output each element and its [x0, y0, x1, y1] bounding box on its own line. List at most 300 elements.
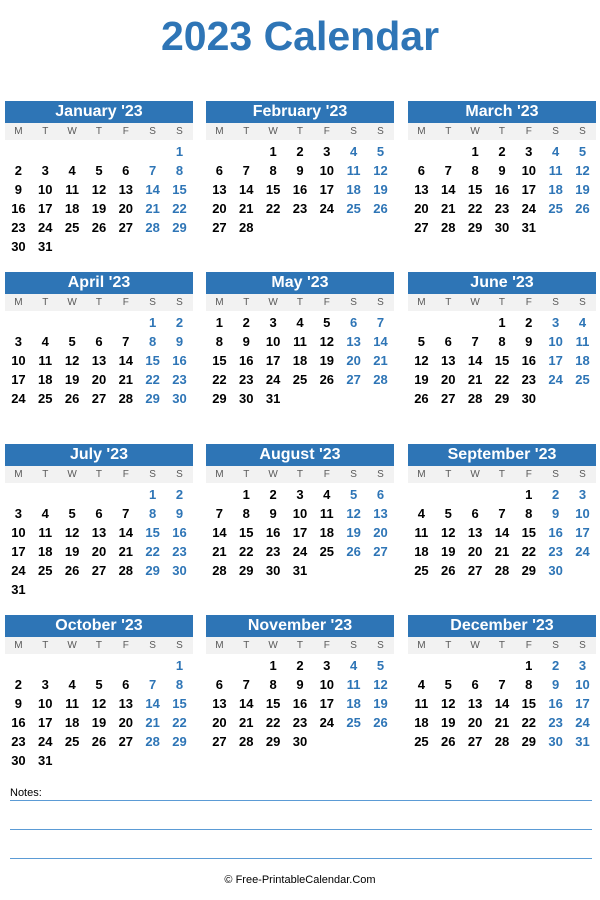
day-cell: 3: [41, 163, 49, 178]
day-cell: 22: [172, 715, 187, 730]
weekday-label: T: [498, 126, 505, 137]
day-cell: 19: [346, 525, 361, 540]
weekday-label: T: [243, 469, 250, 480]
day-cell: 8: [175, 677, 184, 692]
day-cell: 4: [68, 677, 76, 692]
day-grid: [408, 140, 596, 237]
weekday-label: W: [470, 297, 480, 308]
day-cell: 17: [38, 201, 53, 216]
day-cell: 22: [265, 715, 281, 730]
day-cell: 30: [548, 734, 563, 749]
day-cell: 19: [64, 372, 80, 387]
day-cell: 17: [319, 182, 335, 197]
weekday-label: M: [14, 640, 23, 651]
day-cell: 2: [525, 315, 533, 330]
day-cell: 19: [441, 544, 456, 559]
day-cell: 13: [414, 182, 429, 197]
weekday-label: S: [579, 126, 586, 137]
month-block: [408, 101, 596, 237]
day-cell: 10: [319, 677, 335, 692]
day-cell: 17: [265, 353, 281, 368]
weekday-label: W: [470, 640, 480, 651]
day-cell: 25: [346, 201, 361, 216]
day-cell: 27: [118, 220, 134, 235]
day-cell: 20: [212, 201, 227, 216]
weekday-label: S: [377, 469, 384, 480]
day-cell: 21: [467, 372, 483, 387]
day-cell: 17: [292, 525, 308, 540]
day-cell: 23: [11, 734, 26, 749]
weekday-label: T: [243, 297, 250, 308]
day-cell: 31: [292, 563, 308, 578]
weekday-label: W: [67, 469, 77, 480]
weekday-label: F: [122, 126, 129, 137]
day-cell: 16: [292, 696, 308, 711]
day-cell: 29: [494, 391, 510, 406]
day-cell: 7: [444, 163, 452, 178]
day-grid: [5, 483, 193, 599]
day-cell: 30: [239, 391, 254, 406]
day-cell: 12: [575, 163, 590, 178]
day-cell: 19: [414, 372, 429, 387]
day-cell: 29: [467, 220, 483, 235]
day-cell: 12: [414, 353, 429, 368]
day-cell: 21: [441, 201, 456, 216]
empty-cell: [139, 656, 166, 675]
day-cell: 19: [91, 201, 107, 216]
day-cell: 6: [215, 677, 224, 692]
empty-cell: [86, 656, 113, 675]
day-cell: 8: [215, 334, 224, 349]
day-cell: 15: [521, 525, 537, 540]
day-cell: 14: [118, 353, 134, 368]
day-cell: 25: [548, 201, 563, 216]
day-cell: 17: [575, 525, 590, 540]
day-cell: 16: [265, 525, 281, 540]
day-cell: 11: [414, 525, 429, 540]
day-cell: 2: [296, 144, 304, 159]
weekday-label: M: [215, 297, 224, 308]
weekday-label: T: [296, 126, 303, 137]
day-cell: 15: [172, 696, 187, 711]
day-cell: 26: [346, 544, 361, 559]
weekday-label: S: [176, 469, 183, 480]
notes-line: [10, 858, 592, 859]
day-grid: [5, 311, 193, 408]
day-cell: 7: [376, 315, 385, 330]
empty-cell: [32, 656, 59, 675]
day-cell: 2: [552, 487, 560, 502]
day-cell: 4: [417, 506, 426, 521]
weekday-label: W: [67, 640, 77, 651]
empty-cell: [32, 485, 59, 504]
day-cell: 8: [471, 163, 479, 178]
day-cell: 15: [172, 182, 187, 197]
weekday-label: M: [14, 469, 23, 480]
weekday-label: T: [95, 126, 102, 137]
day-cell: 26: [414, 391, 429, 406]
day-cell: 14: [239, 182, 254, 197]
day-cell: 30: [292, 734, 308, 749]
day-cell: 22: [521, 544, 537, 559]
day-cell: 13: [441, 353, 456, 368]
day-cell: 9: [525, 334, 533, 349]
day-cell: 7: [122, 334, 130, 349]
day-cell: 7: [149, 163, 157, 178]
day-cell: 1: [242, 487, 250, 502]
day-cell: 15: [521, 696, 537, 711]
day-cell: 20: [346, 353, 361, 368]
day-cell: 1: [149, 315, 157, 330]
month-title: March '23: [408, 101, 596, 123]
empty-cell: [489, 656, 516, 675]
weekday-label: W: [268, 297, 278, 308]
day-cell: 27: [373, 544, 388, 559]
empty-cell: [233, 142, 260, 161]
day-cell: 21: [145, 715, 160, 730]
day-cell: 29: [172, 734, 187, 749]
day-cell: 12: [346, 506, 361, 521]
day-cell: 21: [239, 201, 254, 216]
weekday-label: S: [350, 297, 357, 308]
weekday-label: S: [176, 640, 183, 651]
day-cell: 17: [38, 715, 53, 730]
weekday-label: T: [445, 469, 452, 480]
day-cell: 15: [265, 182, 281, 197]
day-cell: 6: [122, 163, 130, 178]
weekday-label: S: [149, 640, 156, 651]
day-cell: 20: [118, 201, 134, 216]
day-cell: 17: [575, 696, 590, 711]
day-cell: 21: [373, 353, 388, 368]
day-cell: 20: [467, 544, 483, 559]
day-cell: 8: [498, 334, 506, 349]
day-cell: 11: [65, 696, 79, 711]
day-cell: 10: [11, 525, 26, 540]
day-cell: 23: [239, 372, 254, 387]
day-cell: 2: [175, 487, 184, 502]
empty-cell: [462, 485, 489, 504]
day-cell: 27: [91, 563, 107, 578]
day-cell: 2: [242, 315, 250, 330]
day-cell: 11: [575, 334, 590, 349]
day-cell: 23: [172, 372, 187, 387]
day-cell: 10: [265, 334, 281, 349]
day-cell: 30: [172, 391, 187, 406]
day-cell: 16: [548, 696, 563, 711]
weekday-label: F: [525, 297, 532, 308]
weekday-label: T: [296, 297, 303, 308]
empty-cell: [435, 313, 462, 332]
day-cell: 8: [525, 677, 533, 692]
weekday-label: S: [176, 297, 183, 308]
weekday-label: M: [417, 297, 426, 308]
day-cell: 8: [525, 506, 533, 521]
day-cell: 2: [552, 658, 560, 673]
day-cell: 1: [175, 144, 184, 159]
day-cell: 20: [414, 201, 429, 216]
day-cell: 15: [265, 696, 281, 711]
notes-line: [10, 800, 592, 801]
page-title: 2023 Calendar: [160, 13, 440, 59]
day-cell: 18: [548, 182, 563, 197]
day-grid: [5, 140, 193, 256]
day-cell: 26: [373, 201, 388, 216]
weekday-label: S: [350, 469, 357, 480]
weekday-label: S: [377, 297, 384, 308]
day-cell: 12: [64, 353, 80, 368]
empty-cell: [32, 313, 59, 332]
day-cell: 17: [548, 353, 563, 368]
day-cell: 27: [441, 391, 456, 406]
weekday-header: [408, 123, 596, 140]
day-cell: 11: [414, 696, 429, 711]
day-cell: 30: [172, 563, 187, 578]
day-cell: 8: [149, 334, 157, 349]
empty-cell: [112, 142, 139, 161]
day-cell: 1: [525, 658, 533, 673]
day-cell: 16: [292, 182, 308, 197]
day-cell: 1: [269, 144, 277, 159]
weekday-header: [5, 637, 193, 654]
notes-label: Notes:: [10, 787, 42, 799]
day-cell: 23: [265, 544, 281, 559]
day-cell: 18: [414, 715, 429, 730]
month-title: April '23: [5, 272, 193, 294]
day-cell: 14: [373, 334, 388, 349]
day-cell: 6: [95, 506, 103, 521]
weekday-label: T: [445, 297, 452, 308]
day-cell: 28: [239, 220, 254, 235]
empty-cell: [86, 485, 113, 504]
day-cell: 20: [91, 372, 107, 387]
day-cell: 11: [38, 353, 53, 368]
day-cell: 18: [292, 353, 308, 368]
day-cell: 14: [212, 525, 227, 540]
day-cell: 12: [91, 696, 107, 711]
day-cell: 21: [494, 715, 510, 730]
weekday-header: [206, 123, 394, 140]
day-cell: 18: [346, 696, 361, 711]
day-cell: 4: [350, 658, 358, 673]
weekday-header: [5, 466, 193, 483]
day-cell: 9: [175, 506, 184, 521]
day-cell: 17: [11, 544, 26, 559]
day-cell: 10: [38, 182, 53, 197]
day-cell: 19: [64, 544, 80, 559]
day-cell: 6: [444, 334, 452, 349]
weekday-label: T: [498, 297, 505, 308]
weekday-label: S: [350, 640, 357, 651]
day-cell: 12: [64, 525, 80, 540]
day-cell: 5: [350, 487, 358, 502]
day-cell: 1: [149, 487, 157, 502]
day-cell: 3: [578, 658, 587, 673]
day-cell: 18: [38, 372, 53, 387]
day-cell: 19: [575, 182, 590, 197]
weekday-label: T: [243, 640, 250, 651]
day-cell: 2: [14, 163, 23, 178]
weekday-label: M: [215, 126, 224, 137]
day-cell: 31: [265, 391, 281, 406]
day-cell: 9: [498, 163, 506, 178]
day-cell: 14: [145, 696, 160, 711]
day-cell: 25: [414, 734, 429, 749]
empty-cell: [86, 313, 113, 332]
day-cell: 20: [441, 372, 456, 387]
day-cell: 3: [525, 144, 533, 159]
day-cell: 1: [175, 658, 184, 673]
empty-cell: [59, 485, 86, 504]
weekday-label: F: [525, 469, 532, 480]
weekday-label: S: [579, 469, 586, 480]
day-cell: 5: [578, 144, 587, 159]
weekday-header: [5, 123, 193, 140]
weekday-header: [5, 294, 193, 311]
day-cell: 30: [494, 220, 510, 235]
day-cell: 5: [68, 506, 76, 521]
day-cell: 28: [118, 391, 134, 406]
day-cell: 3: [14, 506, 23, 521]
empty-cell: [233, 656, 260, 675]
day-cell: 23: [11, 220, 26, 235]
day-cell: 29: [172, 220, 187, 235]
day-cell: 14: [145, 182, 160, 197]
empty-cell: [489, 485, 516, 504]
weekday-label: S: [579, 640, 586, 651]
day-cell: 10: [292, 506, 308, 521]
weekday-label: F: [525, 640, 532, 651]
day-cell: 31: [521, 220, 537, 235]
weekday-label: F: [323, 126, 330, 137]
weekday-label: S: [149, 469, 156, 480]
weekday-label: S: [552, 469, 559, 480]
day-cell: 3: [41, 677, 49, 692]
day-cell: 3: [578, 487, 587, 502]
day-cell: 2: [14, 677, 23, 692]
day-cell: 9: [296, 163, 304, 178]
day-cell: 7: [498, 677, 506, 692]
month-title: February '23: [206, 101, 394, 123]
day-grid: [206, 483, 394, 580]
empty-cell: [5, 485, 32, 504]
empty-cell: [206, 485, 233, 504]
month-block: [206, 272, 394, 408]
day-cell: 7: [149, 677, 157, 692]
empty-cell: [112, 313, 139, 332]
weekday-label: F: [323, 640, 330, 651]
weekday-label: F: [122, 469, 129, 480]
weekday-label: T: [498, 640, 505, 651]
day-cell: 23: [172, 544, 187, 559]
day-cell: 29: [239, 563, 254, 578]
empty-cell: [206, 656, 233, 675]
day-cell: 27: [346, 372, 361, 387]
empty-cell: [32, 142, 59, 161]
day-cell: 4: [578, 315, 587, 330]
day-cell: 2: [498, 144, 506, 159]
day-cell: 18: [64, 201, 80, 216]
day-cell: 30: [11, 753, 26, 768]
day-cell: 14: [494, 696, 510, 711]
month-title: November '23: [206, 615, 394, 637]
day-cell: 11: [65, 182, 79, 197]
month-block: [5, 101, 193, 256]
day-cell: 24: [11, 391, 26, 406]
day-cell: 7: [242, 677, 250, 692]
day-cell: 27: [212, 220, 227, 235]
day-cell: 22: [467, 201, 483, 216]
day-cell: 28: [118, 563, 134, 578]
day-grid: [206, 311, 394, 408]
empty-cell: [112, 485, 139, 504]
day-cell: 29: [212, 391, 227, 406]
day-cell: 8: [149, 506, 157, 521]
weekday-label: T: [296, 640, 303, 651]
day-cell: 24: [319, 201, 335, 216]
day-cell: 28: [145, 734, 160, 749]
day-cell: 25: [292, 372, 308, 387]
weekday-header: [408, 294, 596, 311]
month-title: January '23: [5, 101, 193, 123]
weekday-label: S: [176, 126, 183, 137]
day-cell: 7: [471, 334, 479, 349]
month-block: [206, 101, 394, 237]
day-cell: 24: [521, 201, 537, 216]
day-cell: 3: [323, 144, 331, 159]
day-cell: 6: [215, 163, 224, 178]
day-cell: 24: [38, 734, 53, 749]
day-cell: 23: [548, 715, 563, 730]
day-grid: [5, 654, 193, 770]
month-title: December '23: [408, 615, 596, 637]
day-cell: 12: [441, 696, 456, 711]
day-grid: [408, 483, 596, 580]
day-cell: 21: [239, 715, 254, 730]
day-cell: 25: [64, 734, 80, 749]
month-block: [5, 444, 193, 599]
day-cell: 29: [521, 563, 537, 578]
day-cell: 22: [145, 544, 160, 559]
day-cell: 31: [38, 239, 53, 254]
day-cell: 27: [467, 734, 483, 749]
day-cell: 3: [296, 487, 304, 502]
day-cell: 25: [38, 563, 53, 578]
month-title: May '23: [206, 272, 394, 294]
day-cell: 28: [239, 734, 254, 749]
day-cell: 11: [293, 334, 307, 349]
day-cell: 19: [373, 182, 388, 197]
day-cell: 16: [11, 715, 26, 730]
day-cell: 29: [265, 734, 281, 749]
day-cell: 24: [11, 563, 26, 578]
day-cell: 2: [175, 315, 184, 330]
day-cell: 11: [319, 506, 334, 521]
day-grid: [206, 140, 394, 237]
day-cell: 18: [346, 182, 361, 197]
day-cell: 6: [376, 487, 385, 502]
day-cell: 29: [521, 734, 537, 749]
day-cell: 25: [38, 391, 53, 406]
day-cell: 5: [444, 677, 452, 692]
day-cell: 13: [91, 525, 107, 540]
day-cell: 4: [296, 315, 304, 330]
day-cell: 11: [346, 163, 361, 178]
day-cell: 16: [521, 353, 537, 368]
weekday-label: T: [42, 469, 49, 480]
footer-credit: © Free-PrintableCalendar.Com: [224, 874, 376, 886]
weekday-header: [206, 637, 394, 654]
